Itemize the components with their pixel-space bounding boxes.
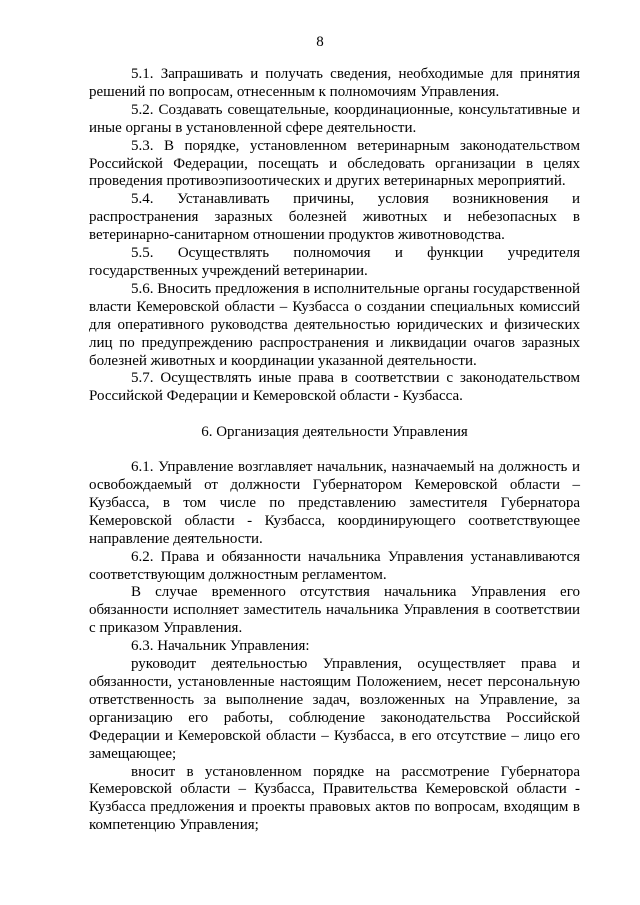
paragraph-5-2: 5.2. Создавать совещательные, координационные, консультативные и иные органы в установленной сфере деятельности. xyxy=(89,101,580,136)
paragraph-6-1: 6.1. Управление возглавляет начальник, назначаемый на должность и освобождаемый от должности Губернатором Кемеровской области – Кузбасса, в том числе по представлению заместителя Губернатора Кемеровской области - Кузбасса, координирующего соответствующее направление деятельности. xyxy=(89,459,580,547)
paragraph-5-6: 5.6. Вносить предложения в исполнительные органы государственной власти Кемеровской области – Кузбасса о создании специальных комиссий для оперативного руководства деятельностью юридических и физических лиц по предупреждению распространения и ликвидации очагов заразных болезней животных и координации указанной деятельности. xyxy=(89,280,580,369)
page-number: 8 xyxy=(316,34,324,50)
paragraph-5-1: 5.1. Запрашивать и получать сведения, необходимые для принятия решений по вопросам, отнесенным к полномочиям Управления. xyxy=(89,66,580,100)
paragraph-5-3: 5.3. В порядке, установленном ветеринарным законодательством Российской Федерации, посещать и обследовать организации в целях проведения противоэпизоотических и других ветеринарных мероприятий. xyxy=(89,137,580,190)
document-body xyxy=(89,66,580,835)
paragraph-duty-manage: руководит деятельностью Управления, осуществляет права и обязанности, установленные настоящим Положением, несет персональную ответственность за выполнение задач, возложенных на Управление, за организацию его работы, соблюдение законодательства Российской Федерации и Кемеровской области – Кузбасса, в его отсутствие – лицо его замещающее; xyxy=(89,656,580,762)
paragraph-duty-submit: вносит в установленном порядке на рассмотрение Губернатора Кемеровской области – Кузбасса, Правительства Кемеровской области - Кузбасса предложения и проекты правовых актов по вопросам, входящим в компетенцию Управления; xyxy=(89,763,580,834)
paragraph-5-5: 5.5. Осуществлять полномочия и функции учредителя государственных учреждений ветеринарии. xyxy=(89,245,580,279)
paragraph-6-3: 6.3. Начальник Управления: xyxy=(131,638,310,655)
section-6-heading: 6. Организация деятельности Управления xyxy=(201,424,468,441)
paragraph-6-2: 6.2. Права и обязанности начальника Управления устанавливаются соответствующим должностным регламентом. xyxy=(89,548,580,583)
paragraph-5-7: 5.7. Осуществлять иные права в соответствии с законодательством Российской Федерации и Кемеровской области - Кузбасса. xyxy=(89,370,580,405)
paragraph-5-4: 5.4. Устанавливать причины, условия возникновения и распространения заразных болезней животных и небезопасных в ветеринарно-санитарном отношении продуктов животноводства. xyxy=(89,191,580,244)
paragraph-deputy: В случае временного отсутствия начальника Управления его обязанности исполняет заместитель начальника Управления в соответствии с приказом Управления. xyxy=(89,584,580,637)
